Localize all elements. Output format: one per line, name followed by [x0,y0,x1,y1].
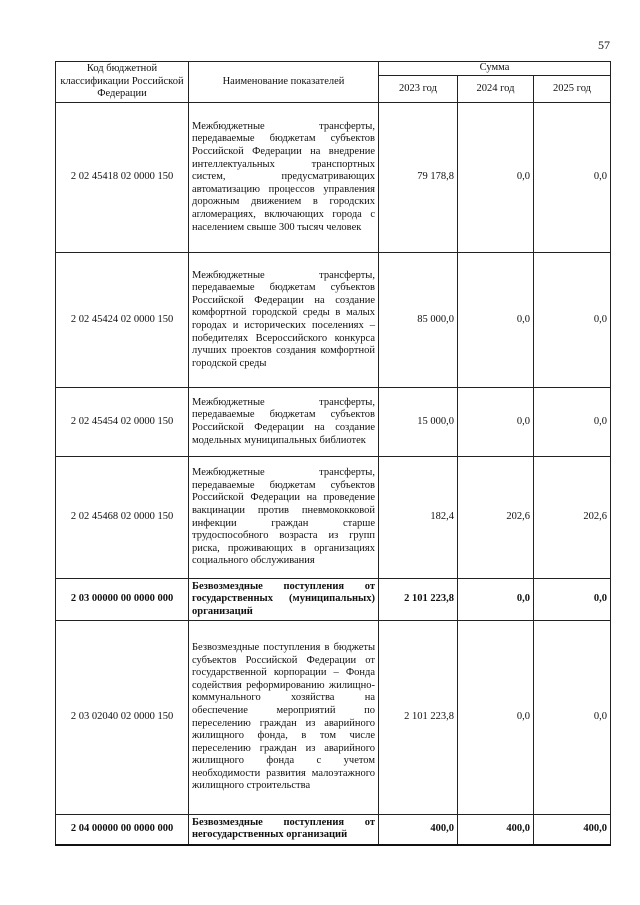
header-year-2025: 2025 год [534,76,611,103]
row-value-2023: 79 178,8 [379,103,458,253]
row-name: Безвозмездные поступления от негосударственных организаций [189,815,379,845]
table-row [56,253,611,388]
row-value-2024: 0,0 [458,579,534,621]
table-row [56,621,611,815]
row-value-2024: 0,0 [458,388,534,457]
row-value-2023: 2 101 223,8 [379,579,458,621]
row-code: 2 02 45418 02 0000 150 [56,103,189,253]
row-code: 2 02 45424 02 0000 150 [56,253,189,388]
row-code: 2 03 02040 02 0000 150 [56,621,189,815]
row-code: 2 02 45468 02 0000 150 [56,457,189,579]
row-name: Межбюджетные трансферты, передаваемые бюджетам субъектов Российской Федерации на создание модельных муниципальных библиотек [189,388,379,457]
row-name: Межбюджетные трансферты, передаваемые бюджетам субъектов Российской Федерации на проведение вакцинации против пневмококковой инфекции граждан старше трудоспособного возраста из групп риска, проживающих в организациях социального обслуживания [189,457,379,579]
table-row [56,815,611,845]
row-name: Безвозмездные поступления от государственных (муниципальных) организаций [189,579,379,621]
table-header [56,62,611,103]
row-value-2023: 400,0 [379,815,458,845]
header-name: Наименование показателей [189,62,379,103]
row-value-2025: 0,0 [534,388,611,457]
header-sum: Сумма [379,62,611,76]
table-row [56,579,611,621]
row-code: 2 04 00000 00 0000 000 [56,815,189,845]
row-value-2025: 0,0 [534,103,611,253]
row-value-2025: 202,6 [534,457,611,579]
row-name: Межбюджетные трансферты, передаваемые бюджетам субъектов Российской Федерации на создание комфортной городской среды в малых городах и исторических поселениях – победителях Всероссийского конкурса лучших проектов создания комфортной городской среды [189,253,379,388]
row-value-2023: 182,4 [379,457,458,579]
row-value-2024: 400,0 [458,815,534,845]
table-row [56,103,611,253]
row-value-2024: 202,6 [458,457,534,579]
table-body [56,103,611,845]
row-value-2024: 0,0 [458,103,534,253]
header-code: Код бюджетной классификации Российской Федерации [56,62,189,103]
table-row [56,388,611,457]
row-code: 2 02 45454 02 0000 150 [56,388,189,457]
row-value-2025: 400,0 [534,815,611,845]
row-value-2023: 15 000,0 [379,388,458,457]
header-year-2024: 2024 год [458,76,534,103]
row-value-2025: 0,0 [534,621,611,815]
row-value-2024: 0,0 [458,621,534,815]
row-name: Межбюджетные трансферты, передаваемые бюджетам субъектов Российской Федерации на внедрение интеллектуальных транспортных систем, предусматривающих автоматизацию процессов управления дорожным движением в городских агломерациях, включающих города с населением свыше 300 тысяч человек [189,103,379,253]
row-value-2025: 0,0 [534,579,611,621]
budget-table [55,61,611,846]
header-year-2023: 2023 год [379,76,458,103]
row-value-2023: 2 101 223,8 [379,621,458,815]
row-value-2024: 0,0 [458,253,534,388]
row-value-2025: 0,0 [534,253,611,388]
table-row [56,457,611,579]
row-value-2023: 85 000,0 [379,253,458,388]
row-code: 2 03 00000 00 0000 000 [56,579,189,621]
page-number: 57 [598,38,610,52]
row-name: Безвозмездные поступления в бюджеты субъектов Российской Федерации от государственной корпорации – Фонда содействия реформированию жилищно-коммунального хозяйства на обеспечение мероприятий по переселению граждан из аварийного жилищного фонда, в том числе переселению граждан из аварийного жилищного фонда с учетом необходимости развития малоэтажного жилищного строительства [189,621,379,815]
